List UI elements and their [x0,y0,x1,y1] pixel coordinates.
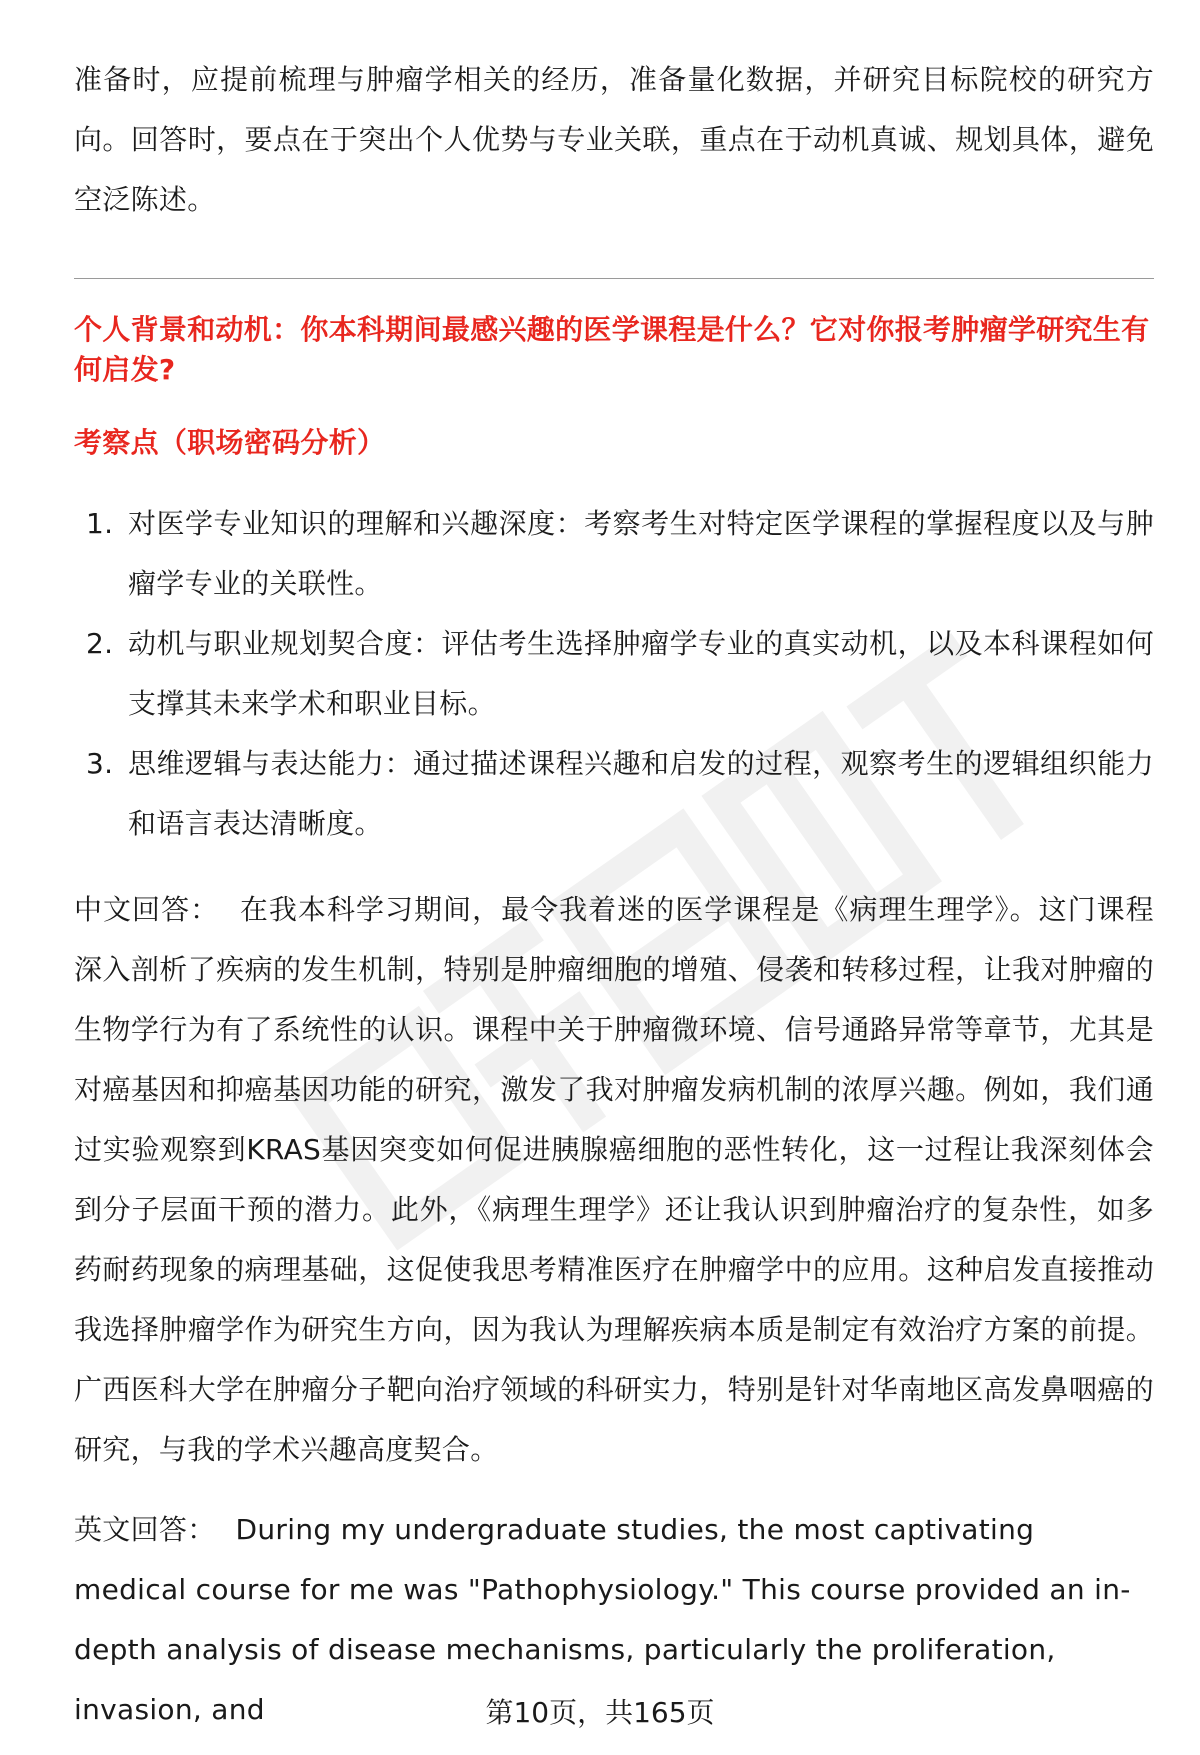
list-item-text: 动机与职业规划契合度：评估考生选择肿瘤学专业的真实动机，以及本科课程如何支撑其未来学术和职业目标。 [128,627,1154,720]
english-answer-label: 英文回答： [74,1513,216,1546]
section-divider [74,278,1154,279]
english-answer-text: During my undergraduate studies, the most captivating medical course for me was "Pathophysiology." This course provided an in-depth analysis of disease mechanisms, particularly the proliferation, invasion, and [74,1513,1131,1726]
list-item-number: 1. [86,507,114,540]
question-heading: 个人背景和动机：你本科期间最感兴趣的医学课程是什么？它对你报考肿瘤学研究生有何启发? [74,313,1150,386]
page-number-footer: 第10页，共165页 [485,1696,715,1729]
assessment-points-heading: 考察点（职场密码分析） [74,426,386,459]
assessment-points-list [74,494,1154,854]
chinese-answer-text: 在我本科学习期间，最令我着迷的医学课程是《病理生理学》。这门课程深入剖析了疾病的发生机制，特别是肿瘤细胞的增殖、侵袭和转移过程，让我对肿瘤的生物学行为有了系统性的认识。课程中关于肿瘤微环境、信号通路异常等章节，尤其是对癌基因和抑癌基因功能的研究，激发了我对肿瘤发病机制的浓厚兴趣。例如，我们通过实验观察到KRAS基因突变如何促进胰腺癌细胞的恶性转化，这一过程让我深刻体会到分子层面干预的潜力。此外，《病理生理学》还让我认识到肿瘤治疗的复杂性，如多药耐药现象的病理基础，这促使我思考精准医疗在肿瘤学中的应用。这种启发直接推动我选择肿瘤学作为研究生方向，因为我认为理解疾病本质是制定有效治疗方案的前提。广西医科大学在肿瘤分子靶向治疗领域的科研实力，特别是针对华南地区高发鼻咽癌的研究，与我的学术兴趣高度契合。 [74,893,1154,1466]
intro-paragraph: 准备时，应提前梳理与肿瘤学相关的经历，准备量化数据，并研究目标院校的研究方向。回答时，要点在于突出个人优势与专业关联，重点在于动机真诚、规划具体，避免空泛陈述。 [74,63,1154,216]
list-item-text: 思维逻辑与表达能力：通过描述课程兴趣和启发的过程，观察考生的逻辑组织能力和语言表达清晰度。 [128,747,1154,840]
list-item [74,614,1154,734]
chinese-answer-paragraph [74,880,1154,1480]
list-item-number: 3. [86,747,114,780]
chinese-answer-label: 中文回答： [74,893,220,926]
list-item [74,494,1154,614]
list-item-text: 对医学专业知识的理解和兴趣深度：考察考生对特定医学课程的掌握程度以及与肿瘤学专业的关联性。 [128,507,1154,600]
list-item-number: 2. [86,627,114,660]
list-item [74,734,1154,854]
